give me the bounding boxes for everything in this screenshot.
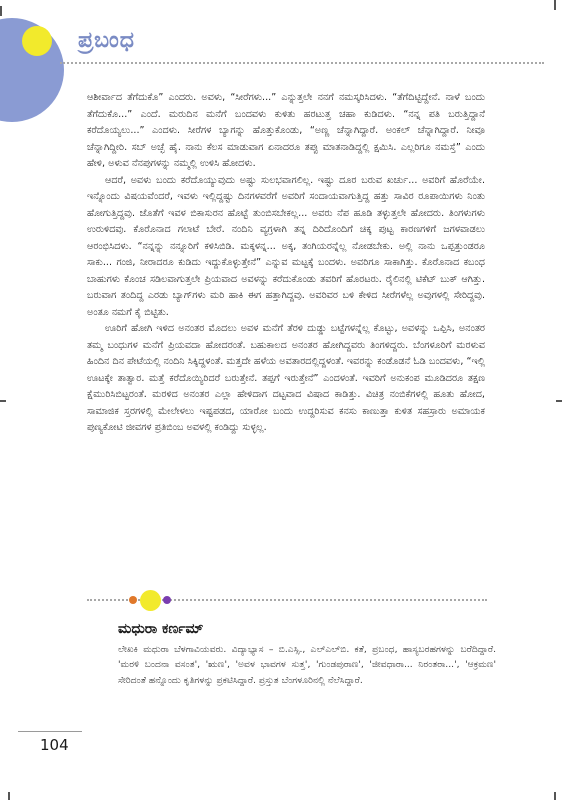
divider-yellow-dot bbox=[140, 590, 161, 611]
crop-mark bbox=[0, 6, 2, 16]
divider-purple-dot bbox=[163, 596, 171, 604]
author-bio: ಲೇಖಕಿ ಮಧುರಾ ಬೆಳಗಾವಿಯವರು. ವಿದ್ಯಾಭ್ಯಾಸ – ಬಿ.ಎಸ್ಸಿ., ಎಲ್‌ಎಲ್‌ಬಿ. ಕತೆ, ಪ್ರಬಂಧ, ಹಾಸ್ಯಬರಹಗಳನ್ನು ಬರೆದಿದ್ದಾರೆ. 'ಮರಳಿ ಬಂದನಾ ವಸಂತ', 'ಋಣ', 'ಅವಳ ಭಾವಗಳ ಸುತ್ತ', 'ಗುಂಡಪುರಾಣ', 'ಜೀವಧಾರಾ... ನಿರಂತರಾ...', 'ಆಕ್ರಮಣ' ಸೇರಿದಂತೆ ಹನ್ನೊಂದು ಕೃತಿಗಳನ್ನು ಪ್ರಕಟಿಸಿದ್ದಾರೆ. ಪ್ರಸ್ತುತ ಬೆಂಗಳೂರಿನಲ್ಲಿ ನೆಲೆಸಿದ್ದಾರೆ. bbox=[118, 644, 496, 686]
essay-paragraph: ಆದರೆ, ಅವಳು ಬಂದು ಕರೆದೊಯ್ಯುವುದು ಅಷ್ಟು ಸುಲಭವಾಗಲಿಲ್ಲ. ಇಷ್ಟು ದೂರ ಬರುವ ಖರ್ಚು... ಅವರಿಗೆ ಹೊರೆಯೇ. ಇನ್ನೊಂದು ವಿಷಯವೆಂದರೆ, ಇವಳು ಇಲ್ಲಿದ್ದಷ್ಟು ದಿನಗಳವರೆಗೆ ಅವರಿಗೆ ಸಂದಾಯವಾಗುತ್ತಿದ್ದ ಹತ್ತು ಸಾವಿರ ರೂಪಾಯಿಗಳು ನಿಂತು ಹೋಗುತ್ತಿದ್ದವು. ಜೊತೆಗೆ ಇವಳ ಬಿಕಾಸುರನ ಹೊಟ್ಟೆ ತುಂಬಿಸಬೇಕಲ್ಲ... ಅವರು ನೆಪ ಹೂಡಿ ತಳ್ಳುತ್ತಲೇ ಹೋದರು. ತಿಂಗಳುಗಳು ಉರುಳಿದವು. ಕೊರೊನಾದ ಗಲಾಟೆ ಬೇರೆ. ನಂದಿನಿ ವ್ಯಗ್ರಳಾಗಿ ತನ್ನ ದಿರಿದೊಂದಿಗೆ ಚಿಕ್ಕ ಪುಟ್ಟ ಕಾರಣಗಳಿಗೆ ಜಗಳವಾಡಲು ಆರಂಭಿಸಿದಳು. “ನನ್ನನ್ನು ನನ್ನೂರಿಗೆ ಕಳಿಸಿಬಿಡಿ. ಮಕ್ಕಳನ್ನ... ಅಕ್ಕ, ತಂಗಿಯರನ್ನೆಲ್ಲ ನೋಡಬೇಕು. ಅಲ್ಲಿ ನಾನು ಒಪ್ಪತ್ತುಂಡರೂ ಸಾಕು... ಗಂಜಿ, ನೀರಾದರೂ ಕುಡಿದು ಇದ್ದುಕೊಳ್ಳುತ್ತೇನೆ” ಎನ್ನುವ ಮಟ್ಟಕ್ಕೆ ಬಂದಳು. ಅವರಿಗೂ ಸಾಕಾಗಿತ್ತು. ಕೊರೊನಾದ ಕಬಂಧ ಬಾಹುಗಳು ಕೊಂಚ ಸಡಿಲವಾಗುತ್ತಲೇ ಪ್ರಿಯವಾದ ಅವಳನ್ನು ಕರೆದುಕೊಂಡು ತವರಿಗೆ ಹೊರಟರು. ರೈಲಿನಲ್ಲಿ ಟಿಕೆಟ್ ಬುಕ್ ಆಗಿತ್ತು. ಬರುವಾಗ ತಂದಿದ್ದ ಎರಡು ಬ್ಯಾಗ್‌ಗಳು ಮರಿ ಹಾಕಿ ಈಗ ಹತ್ತಾಗಿದ್ದವು. ಅವರಿವರ ಬಳಿ ಕೇಳಿದ ಸೀರೆಗಳೆಲ್ಲ ಅವುಗಳಲ್ಲಿ ಸೇರಿದ್ದವು. ಅಂತೂ ನಮಗೆ ಕೈ ಬಿಟ್ಟಿತು. bbox=[87, 174, 485, 318]
divider-orange-dot bbox=[129, 596, 137, 604]
page-number: 104 bbox=[40, 736, 69, 754]
page-number-rule bbox=[18, 731, 82, 732]
essay-paragraph: ಊರಿಗೆ ಹೋಗಿ ಇಳಿದ ಅನಂತರ ಮೊದಲು ಅವಳ ಮನೆಗೆ ತೆರಳಿ ದುಡ್ಡು ಬಟ್ಟೆಗಳನ್ನೆಲ್ಲ ಕೊಟ್ಟು, ಅವಳನ್ನು ಒಪ್ಪಿಸಿ, ಅನಂತರ ತಮ್ಮ ಬಂಧುಗಳ ಮನೆಗೆ ಪ್ರಿಯವದಾ ಹೋದರಂತೆ. ಬಹುಕಾಲದ ಅನಂತರ ಹೋಗಿದ್ದವರು ತಿಂಗಳಿದ್ದರು. ಬೆಂಗಳೂರಿಗೆ ಮರಳುವ ಹಿಂದಿನ ದಿನ ಪೇಟೆಯಲ್ಲಿ ನಂದಿನಿ ಸಿಕ್ಕಿದ್ದಳಂತೆ. ಮತ್ತದೇ ಹಳೆಯ ಅವತಾರದಲ್ಲಿದ್ದಳಂತೆ. ಇವರನ್ನು ಕಂಡೊಡನೆ ಓಡಿ ಬಂದವಳು, “ಇಲ್ಲಿ ಊಟಕ್ಕೇ ತಾತ್ವಾರ. ಮತ್ತೆ ಕರೆದೊಯ್ಯಿರಿದರೆ ಬರುತ್ತೇನೆ. ತಪ್ಪಗೆ ಇರುತ್ತೇನೆ” ಎಂದಳಂತೆ. ಇವರಿಗೆ ಅನುಕಂಪ ಮೂಡಿದರೂ ತಕ್ಷಣ ಕ್ಷೆಮುರಿಸಿಬಿಟ್ಟರಂತೆ. ಮರಳಿದ ಅನಂತರ ಎಲ್ಲಾ ಹೇಳಿದಾಗ ದಟ್ಟವಾದ ವಿಷಾದ ಕಾಡಿತ್ತು. ವಿಚಿತ್ರ ನಂಬಿಕೆಗಳಲ್ಲಿ ಹೂತು ಹೋದ, ಸಾಮಾಜಿಕ ಸ್ತರಗಳಲ್ಲಿ ಮೇಲೇಳಲು ಇಷ್ಟಪಡದ, ಯಾರೋ ಬಂದು ಉದ್ದರಿಸುವ ಕನಸು ಕಾಣುತ್ತಾ ಕುಳಿತ ಸಹಸ್ರಾರು ಅಮಾಯಕ ಪುಣ್ಯಕೋಟಿ ಜೀವಗಳ ಪ್ರತಿಬಿಂಬ ಅವಳಲ್ಲಿ ಕಂಡಿದ್ದು ಸುಳ್ಳಲ್ಲ. bbox=[87, 323, 485, 433]
header-dotted-divider bbox=[60, 62, 544, 64]
crop-mark bbox=[556, 400, 562, 402]
crop-mark bbox=[8, 792, 10, 800]
crop-mark bbox=[0, 400, 6, 402]
decorative-yellow-circle bbox=[22, 26, 52, 56]
essay-body bbox=[87, 90, 485, 437]
crop-mark bbox=[554, 792, 556, 800]
section-title: ಪ್ರಬಂಧ bbox=[78, 28, 135, 53]
crop-mark bbox=[554, 0, 556, 10]
author-name: ಮಧುರಾ ಕರ್ಣಮ್ bbox=[118, 621, 204, 637]
essay-paragraph: ಆಶೀರ್ವಾದ ತೆಗೆದುಕೊ” ಎಂದರು. ಅವಳು, “ಸೀರೆಗಳು...” ಎನ್ನುತ್ತಲೇ ನನಗೆ ನಮಸ್ಕರಿಸಿದಳು. “ತೆಗೆದಿಟ್ಟಿದ್ದೇನೆ. ನಾಳೆ ಬಂದು ತೆಗೆದುಕೊ...” ಎಂದೆ. ಮರುದಿನ ಮನೆಗೆ ಬಂದವಳು ಕುಳಿತು ಹರಟುತ್ತ ಚಹಾ ಕುಡಿದಳು. “ನನ್ನ ಪತಿ ಬರುತ್ತಿದ್ದಾನೆ ಕರೆದೊಯ್ಯಲು...” ಎಂದಳು. ಸೀರೆಗಳ ಬ್ಯಾಗನ್ನು ಹೊತ್ತುಕೊಂಡು, “ಅಣ್ಣ ಚೆನ್ನಾಗಿದ್ದಾರೆ. ಅಂಕಲ್ ಚೆನ್ನಾಗಿದ್ದಾರೆ. ನೀವೂ ಚೆನ್ನಾಗಿದ್ದೀರಿ. ಸಬ್ ಅಚ್ಛೆ ಹೈ. ನಾನು ಕೆಲಸ ಮಾಡುವಾಗ ಏನಾದರೂ ತಪ್ಪು ಮಾತನಾಡಿದ್ದಲ್ಲಿ ಕ್ಷಮಿಸಿ. ಎಲ್ಲರಿಗೂ ನಮಸ್ತೆ” ಎಂದು ಹೇಳಿ, ಅಳುವ ನೆನಪುಗಳನ್ನು ನಮ್ಮಲ್ಲಿ ಉಳಿಸಿ ಹೋದಳು. bbox=[87, 92, 485, 169]
